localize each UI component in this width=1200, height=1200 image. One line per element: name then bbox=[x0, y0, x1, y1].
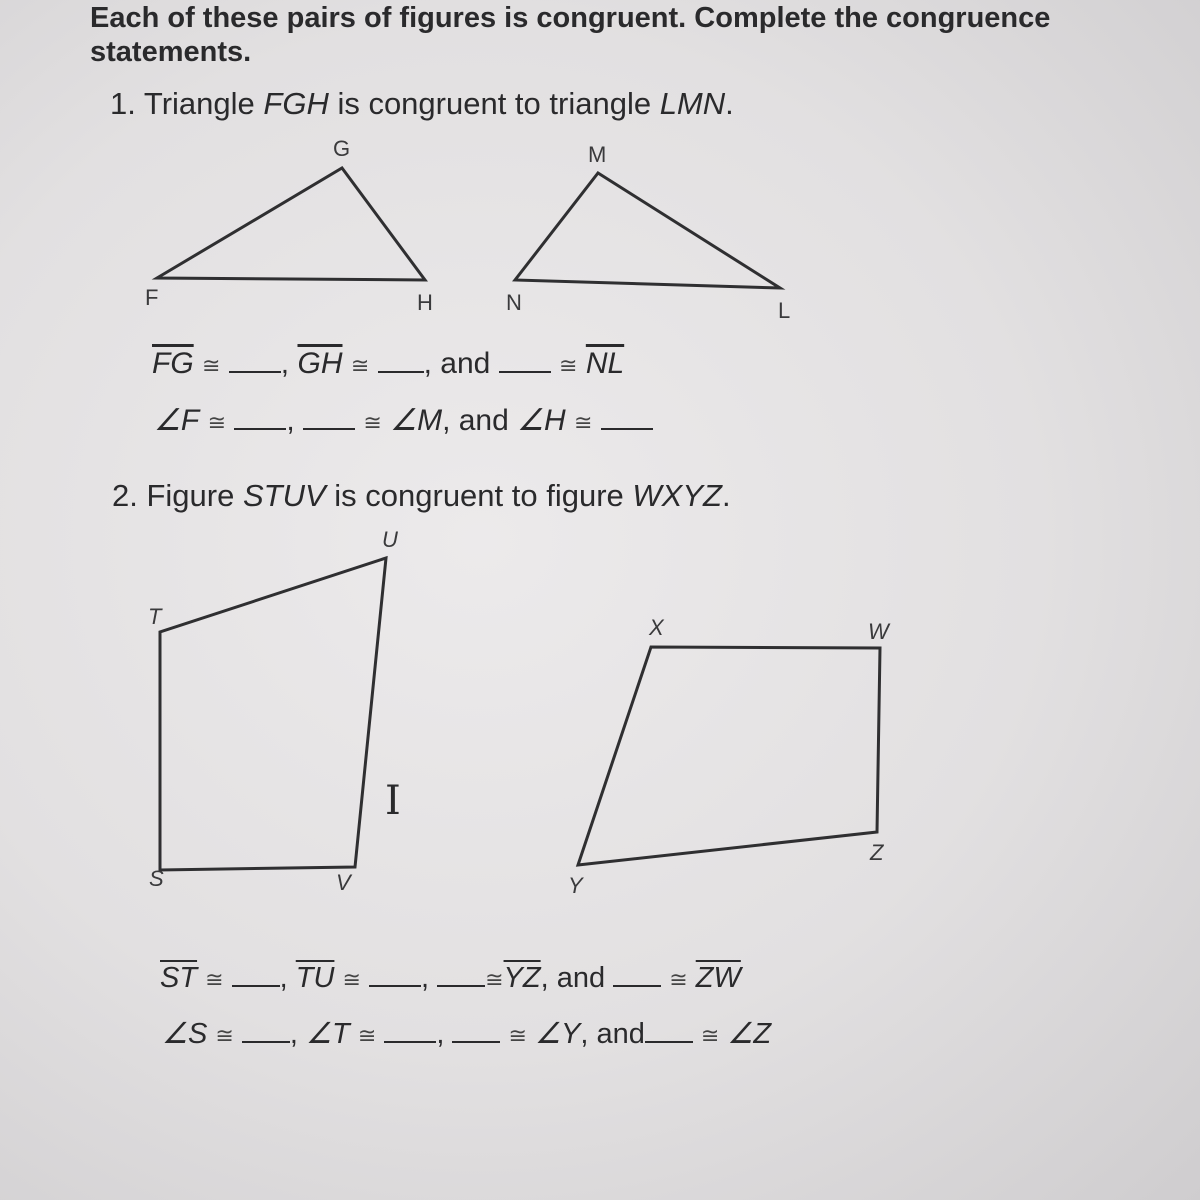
side-tu: $\overline{TU}$ bbox=[295, 962, 335, 994]
congruent-symbol: ≅ bbox=[508, 1023, 527, 1048]
problem-2-figure-1: STUV bbox=[242, 478, 326, 513]
problem-2-side-statement bbox=[160, 962, 741, 995]
comma: , bbox=[286, 404, 295, 437]
vertex-label-u: U bbox=[382, 527, 398, 552]
problem-2-text-c: . bbox=[721, 478, 731, 513]
angle-h: ∠H bbox=[517, 404, 566, 437]
problem-2-prompt bbox=[112, 478, 731, 514]
answer-blank[interactable] bbox=[452, 1019, 500, 1043]
vertex-label-t: T bbox=[148, 604, 162, 629]
comma: , bbox=[420, 962, 430, 994]
angle-z: ∠Z bbox=[727, 1018, 772, 1050]
vertex-label-h: H bbox=[417, 290, 433, 315]
answer-blank[interactable] bbox=[229, 349, 281, 373]
congruent-symbol: ≅ bbox=[700, 1023, 720, 1048]
triangle-lmn bbox=[515, 173, 780, 288]
congruent-symbol: ≅ bbox=[205, 967, 224, 992]
vertex-label-s: S bbox=[149, 866, 164, 891]
problem-1-text-c: . bbox=[725, 86, 734, 121]
congruent-symbol: ≅ bbox=[574, 410, 593, 435]
side-fg: $\overline{FG}$ bbox=[152, 347, 194, 380]
side-st: $\overline{ST}$ bbox=[160, 962, 198, 994]
problem-1-figure-2: LMN bbox=[659, 86, 726, 121]
and-word: , and bbox=[580, 1018, 645, 1050]
problem-1-number: 1. bbox=[110, 86, 136, 121]
answer-blank[interactable] bbox=[369, 963, 421, 987]
problem-1-side-statement bbox=[152, 347, 624, 381]
answer-blank[interactable] bbox=[234, 406, 286, 430]
congruent-symbol: ≅ bbox=[215, 1023, 234, 1048]
side-gh: $\overline{GH}$ bbox=[297, 347, 343, 380]
vertex-label-f: F bbox=[145, 285, 159, 310]
problem-2-text-a: Figure bbox=[146, 478, 243, 513]
answer-blank[interactable] bbox=[499, 349, 551, 373]
text-cursor-icon: I bbox=[385, 778, 401, 824]
angle-f: ∠F bbox=[154, 404, 200, 437]
answer-blank[interactable] bbox=[437, 963, 485, 987]
answer-blank[interactable] bbox=[384, 1019, 436, 1043]
comma: , bbox=[279, 962, 288, 994]
triangle-fgh bbox=[157, 168, 425, 280]
answer-blank[interactable] bbox=[303, 406, 355, 430]
congruent-symbol: ≅ bbox=[485, 967, 504, 992]
answer-blank[interactable] bbox=[613, 963, 661, 987]
answer-blank[interactable] bbox=[645, 1019, 693, 1043]
congruent-symbol: ≅ bbox=[357, 1023, 377, 1048]
congruent-symbol: ≅ bbox=[363, 410, 382, 435]
vertex-label-l: L bbox=[778, 298, 791, 323]
answer-blank[interactable] bbox=[242, 1019, 290, 1043]
quadrilateral-stuv bbox=[160, 558, 386, 870]
vertex-label-m: M bbox=[588, 142, 607, 167]
answer-blank[interactable] bbox=[378, 349, 424, 373]
angle-t: ∠T bbox=[306, 1018, 350, 1050]
comma: , bbox=[280, 347, 290, 380]
side-yz: $\overline{YZ}$ bbox=[503, 962, 541, 994]
problem-2-figure-2: WXYZ bbox=[632, 478, 722, 513]
angle-y: ∠Y bbox=[535, 1018, 581, 1050]
congruent-symbol: ≅ bbox=[202, 353, 221, 378]
problem-1-text-b: is congruent to triangle bbox=[328, 86, 660, 121]
comma: , bbox=[436, 1018, 445, 1050]
problem-1-angle-statement bbox=[154, 403, 653, 438]
instructions-line-1: Each of these pairs of figures is congruent. Complete the congruence bbox=[90, 2, 1051, 34]
vertex-label-n: N bbox=[506, 290, 522, 315]
answer-blank[interactable] bbox=[601, 406, 653, 430]
and-word: , and bbox=[442, 404, 509, 437]
vertex-label-z: Z bbox=[870, 840, 884, 865]
angle-s: ∠S bbox=[162, 1018, 208, 1050]
vertex-label-w: W bbox=[868, 619, 889, 644]
side-nl: $\overline{NL}$ bbox=[585, 347, 625, 380]
problem-2-text-b: is congruent to figure bbox=[325, 478, 633, 513]
vertex-label-y: Y bbox=[568, 873, 583, 898]
instructions-line-2: statements. bbox=[90, 36, 252, 68]
vertex-label-g: G bbox=[333, 136, 351, 161]
congruent-symbol: ≅ bbox=[207, 410, 227, 435]
vertex-label-x: X bbox=[649, 615, 664, 640]
quadrilateral-wxyz bbox=[578, 647, 880, 865]
vertex-label-v: V bbox=[336, 870, 351, 895]
congruent-symbol: ≅ bbox=[350, 353, 370, 378]
congruent-symbol: ≅ bbox=[669, 967, 688, 992]
problem-1-text-a: Triangle bbox=[143, 86, 264, 121]
congruent-symbol: ≅ bbox=[342, 967, 361, 992]
congruent-symbol: ≅ bbox=[559, 353, 578, 378]
problem-2-angle-statement bbox=[162, 1016, 771, 1051]
problem-2-number: 2. bbox=[112, 478, 138, 513]
side-zw: $\overline{ZW}$ bbox=[695, 962, 741, 994]
problem-1-figure-1: FGH bbox=[263, 86, 329, 121]
and-word: , and bbox=[540, 962, 606, 994]
comma: , bbox=[423, 347, 432, 380]
comma: , bbox=[289, 1018, 298, 1050]
and-word: and bbox=[440, 347, 491, 380]
answer-blank[interactable] bbox=[232, 963, 280, 987]
angle-m: ∠M bbox=[390, 404, 443, 437]
